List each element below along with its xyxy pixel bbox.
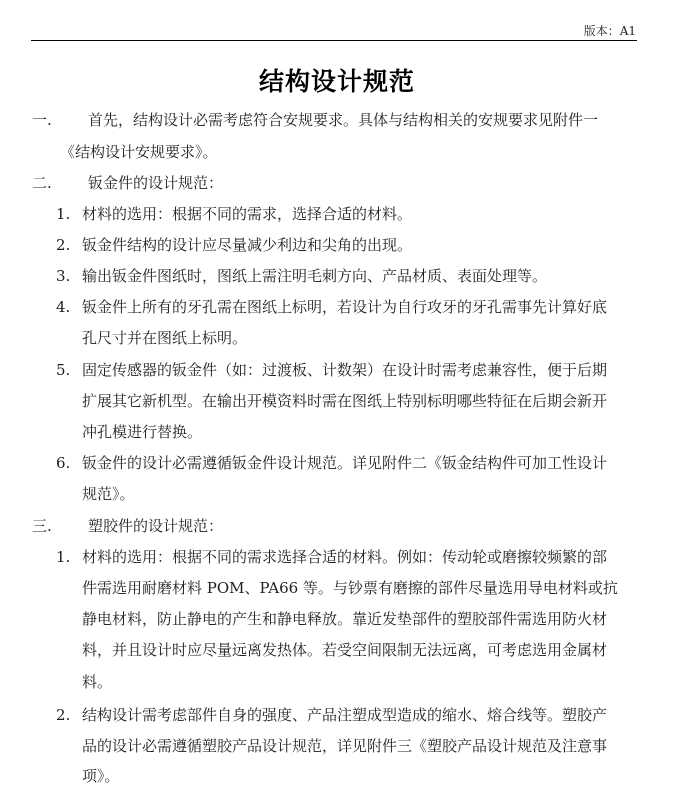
list-item-line: 钣金件上所有的牙孔需在图纸上标明，若设计为自行攻牙的牙孔需事先计算好底 bbox=[82, 298, 608, 316]
list-item-line: 输出钣金件图纸时，图纸上需注明毛刺方向、产品材质、表面处理等。 bbox=[82, 267, 548, 285]
list-marker: 6. bbox=[56, 454, 71, 472]
section-heading: 钣金件的设计规范： bbox=[88, 174, 224, 192]
list-marker: 2. bbox=[56, 236, 71, 254]
section-marker: 三. bbox=[32, 517, 52, 535]
list-item-line: 料，并且设计时应尽量远离发热体。若受空间限制无法远离，可考虑选用金属材 bbox=[82, 641, 608, 659]
list-item-line: 结构设计需考虑部件自身的强度、产品注塑成型造成的缩水、熔合线等。塑胶产 bbox=[82, 706, 608, 724]
list-item-line: 钣金件结构的设计应尽量减少利边和尖角的出现。 bbox=[82, 236, 413, 254]
list-marker: 5. bbox=[56, 361, 71, 379]
page-title: 结构设计规范 bbox=[258, 67, 415, 96]
list-item-line: 材料的选用：根据不同的需求，选择合适的材料。 bbox=[82, 205, 413, 223]
list-item-line: 品的设计必需遵循塑胶产品设计规范，详见附件三《塑胶产品设计规范及注意事 bbox=[82, 737, 608, 755]
list-marker: 2. bbox=[56, 706, 71, 724]
section-marker: 一. bbox=[32, 111, 52, 129]
version-label: 版本：A1 bbox=[583, 24, 636, 38]
list-item-line: 材料的选用：根据不同的需求选择合适的材料。例如：传动轮或磨擦较频繁的部 bbox=[82, 548, 608, 566]
section-heading: 塑胶件的设计规范： bbox=[88, 517, 224, 535]
list-item-line: 件需选用耐磨材料 POM、PA66 等。与钞票有磨擦的部件尽量选用导电材料或抗 bbox=[82, 579, 618, 597]
list-marker: 1. bbox=[56, 205, 71, 223]
list-item-line: 扩展其它新机型。在输出开模资料时需在图纸上特别标明哪些特征在后期会新开 bbox=[82, 392, 608, 410]
paragraph-line: 首先，结构设计必需考虑符合安规要求。具体与结构相关的安规要求见附件一 bbox=[88, 111, 599, 129]
section-marker: 二. bbox=[32, 174, 52, 192]
list-marker: 3. bbox=[56, 267, 71, 285]
paragraph-line: 《结构设计安规要求》。 bbox=[60, 143, 218, 161]
list-marker: 1. bbox=[56, 548, 71, 566]
list-item-line: 钣金件的设计必需遵循钣金件设计规范。详见附件二《钣金结构件可加工性设计 bbox=[82, 454, 608, 472]
list-item-line: 项》。 bbox=[82, 767, 120, 785]
list-item-line: 静电材料，防止静电的产生和静电释放。靠近发垫部件的塑胶部件需选用防火材 bbox=[82, 610, 608, 628]
list-item-line: 规范》。 bbox=[82, 485, 135, 503]
list-item-line: 孔尺寸并在图纸上标明。 bbox=[82, 329, 248, 347]
list-item-line: 冲孔模进行替换。 bbox=[82, 423, 203, 441]
list-marker: 4. bbox=[56, 298, 71, 316]
header-rule bbox=[31, 40, 637, 41]
list-item-line: 固定传感器的钣金件（如：过渡板、计数架）在设计时需考虑兼容性，便于后期 bbox=[82, 361, 608, 379]
list-item-line: 料。 bbox=[82, 673, 113, 691]
